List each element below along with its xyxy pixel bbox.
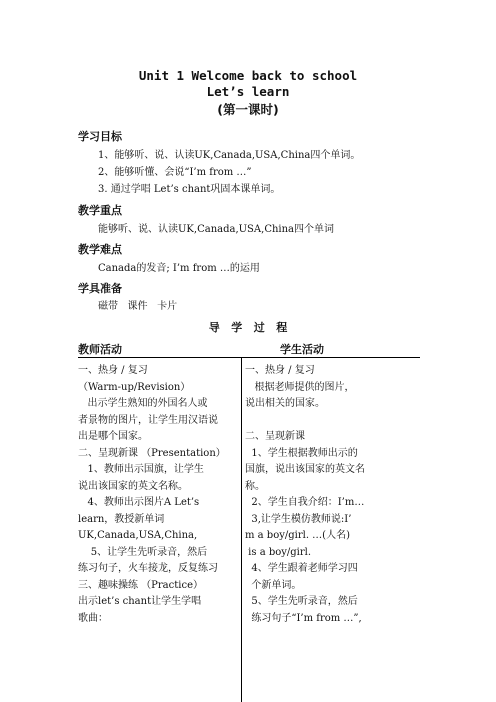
student-line: [245, 413, 420, 430]
student-line: m a boy/girl. …(人名): [245, 530, 350, 541]
teacher-line: 出示let’s chant让学生学唱: [78, 596, 202, 607]
objectives-heading: 学习目标: [78, 130, 122, 143]
teacher-line: 说出该国家的英文名称。: [78, 480, 188, 492]
materials-heading: 学具准备: [78, 282, 122, 295]
teacher-line: 4、教师出示图片A Let’s: [78, 497, 200, 508]
student-line: 1、学生根据教师出示的: [245, 447, 358, 459]
teacher-line: 出是哪个国家。: [78, 431, 148, 442]
process-heading: 导 学 过 程: [208, 321, 288, 334]
student-line: 二、呈现新课: [245, 431, 305, 442]
teacher-line: 歌曲：: [78, 612, 108, 624]
objective-item: 3. 通过学唱 Let’s chant巩固本课单词。: [98, 184, 281, 195]
teacher-line: 5、让学生先听录音，然后: [78, 546, 208, 558]
student-line: 5、学生先听录音，然后: [245, 596, 358, 607]
student-line: 个新单词。: [245, 579, 302, 591]
student-activities: [245, 363, 420, 627]
teacher-line: 一、热身 / 复习: [78, 365, 148, 376]
difficulties-heading: 教学难点: [78, 243, 122, 256]
column-divider: [241, 358, 242, 702]
objective-item: 1、能够听、说、认读UK,Canada,USA,China四个单词。: [98, 150, 361, 161]
lesson-label: (第一课时): [217, 102, 279, 117]
materials-text: 磁带 课件 卡片: [98, 301, 178, 312]
page-subtitle: Let’s learn: [206, 84, 290, 99]
teacher-line: learn，教授新单词: [78, 513, 165, 525]
student-line: 一、热身 / 复习: [245, 365, 315, 376]
teacher-activities: [78, 363, 238, 627]
student-line: 练习句子“I’m from …”,: [245, 612, 362, 624]
teacher-line: 三、趣味操练 （Practice）: [78, 579, 203, 591]
teacher-line: 二、呈现新课 （Presentation）: [78, 447, 226, 459]
teacher-line: 练习句子，火车接龙，反复练习: [78, 563, 218, 574]
student-line: 称。: [245, 480, 265, 492]
teacher-line: （Warm-up/Revision）: [78, 381, 191, 393]
teacher-line: 1、教师出示国旗，让学生: [78, 464, 204, 475]
student-line: 3,让学生模仿教师说:I’: [245, 513, 352, 525]
student-column-heading: 学生活动: [280, 343, 324, 356]
key-points-heading: 教学重点: [78, 204, 122, 217]
objective-item: 2、能够听懂、会说“I’m from …”: [98, 167, 252, 178]
teacher-line: UK,Canada,USA,China,: [78, 530, 198, 541]
page-title: Unit 1 Welcome back to school: [138, 68, 358, 83]
student-line: 说出相关的国家。: [245, 398, 325, 409]
student-line: is a boy/girl.: [245, 546, 312, 558]
key-points-text: 能够听、说、认读UK,Canada,USA,China四个单词: [98, 224, 335, 235]
student-line: 国旗，说出该国家的英文名: [245, 464, 365, 475]
student-line: 2、学生自我介绍：I’m…: [245, 497, 365, 508]
teacher-line: 出示学生熟知的外国名人或: [78, 398, 208, 409]
difficulties-text: Canada的发音; I’m from …的运用: [98, 263, 260, 274]
table-top-rule: [78, 357, 420, 358]
student-line: 4、学生跟着老师学习四: [245, 563, 358, 574]
student-line: 根据老师提供的图片，: [245, 381, 355, 393]
teacher-column-heading: 教师活动: [78, 343, 122, 356]
teacher-line: 者景物的图片，让学生用汉语说: [78, 414, 218, 426]
